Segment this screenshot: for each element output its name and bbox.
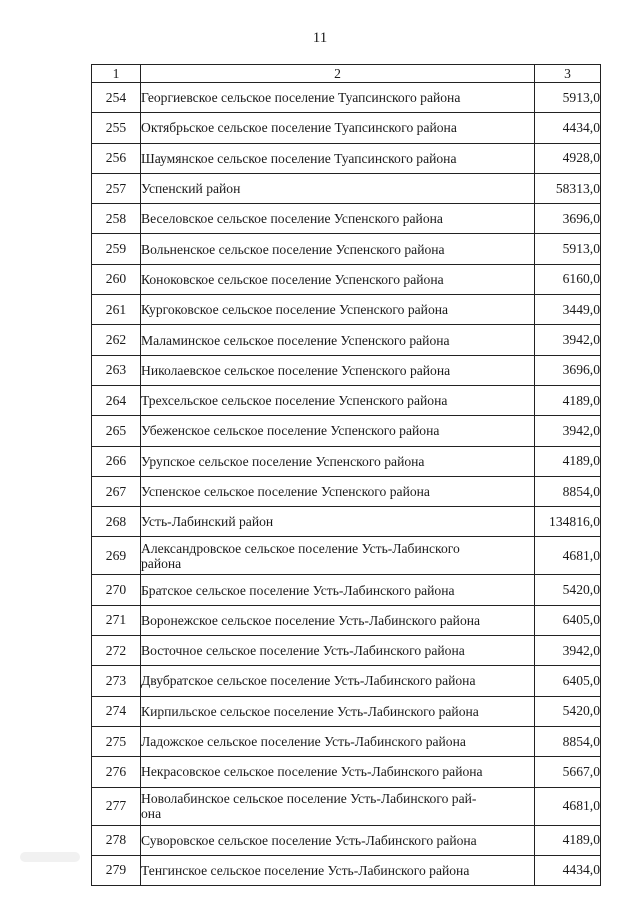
table-row [92,83,601,113]
row-number: 266 [92,446,141,476]
amount-value: 8854,0 [535,476,601,506]
amount-value: 6405,0 [535,666,601,696]
municipality-name: Братское сельское поселение Усть-Лабинского района [141,575,535,605]
table-row [92,355,601,385]
amount-value: 3696,0 [535,204,601,234]
municipality-name: Усть-Лабинский район [141,507,535,537]
amount-value: 4189,0 [535,385,601,415]
municipality-name: Маламинское сельское поселение Успенского района [141,325,535,355]
municipality-name-line: района [141,555,182,571]
row-number: 257 [92,173,141,203]
row-number: 276 [92,757,141,787]
municipality-name-line: она [141,806,162,822]
municipality-name: Веселовское сельское поселение Успенского района [141,204,535,234]
table-row [92,726,601,756]
amount-value: 3942,0 [535,636,601,666]
municipality-name: Некрасовское сельское поселение Усть-Лабинского района [141,757,535,787]
row-number: 258 [92,204,141,234]
municipality-name: Октябрьское сельское поселение Туапсинского района [141,113,535,143]
municipality-name: Восточное сельское поселение Усть-Лабинского района [141,636,535,666]
row-number: 255 [92,113,141,143]
municipality-name [141,537,535,575]
municipality-name-line: Новолабинское сельское поселение Усть-Лабинского рай- [141,791,477,807]
amount-value: 5913,0 [535,83,601,113]
amount-value: 8854,0 [535,726,601,756]
municipality-name: Урупское сельское поселение Успенского района [141,446,535,476]
table-row [92,476,601,506]
amount-value: 4434,0 [535,113,601,143]
amount-value: 5913,0 [535,234,601,264]
row-number: 270 [92,575,141,605]
municipality-name: Кургоковское сельское поселение Успенского района [141,295,535,325]
scan-smudge [20,852,80,862]
amount-value: 3942,0 [535,416,601,446]
amount-value: 6160,0 [535,264,601,294]
table-row [92,507,601,537]
amount-value: 4681,0 [535,787,601,825]
table-body [92,83,601,886]
table-row [92,855,601,885]
municipality-name: Трехсельское сельское поселение Успенского района [141,385,535,415]
table-row [92,575,601,605]
row-number: 259 [92,234,141,264]
column-header-number: 1 [92,65,141,83]
table-row [92,204,601,234]
row-number: 273 [92,666,141,696]
table-row [92,264,601,294]
column-header-value: 3 [535,65,601,83]
table-row [92,234,601,264]
row-number: 278 [92,825,141,855]
table-row [92,825,601,855]
municipality-name: Тенгинское сельское поселение Усть-Лабинского района [141,855,535,885]
amount-value: 6405,0 [535,605,601,635]
table-row [92,757,601,787]
row-number: 263 [92,355,141,385]
table-row [92,787,601,825]
municipality-name [141,787,535,825]
row-number: 269 [92,537,141,575]
table-row [92,295,601,325]
table-header-row [92,65,601,83]
municipality-name-line: Александровское сельское поселение Усть-Лабинского [141,540,460,556]
municipality-name: Двубратское сельское поселение Усть-Лабинского района [141,666,535,696]
amount-value: 4681,0 [535,537,601,575]
table-row [92,605,601,635]
table-row [92,696,601,726]
row-number: 275 [92,726,141,756]
row-number: 271 [92,605,141,635]
row-number: 274 [92,696,141,726]
row-number: 254 [92,83,141,113]
row-number: 277 [92,787,141,825]
row-number: 264 [92,385,141,415]
table-row [92,666,601,696]
row-number: 279 [92,855,141,885]
municipality-name: Ладожское сельское поселение Усть-Лабинского района [141,726,535,756]
budget-table [91,64,601,886]
row-number: 268 [92,507,141,537]
row-number: 260 [92,264,141,294]
municipality-name: Успенский район [141,173,535,203]
municipality-name: Успенское сельское поселение Успенского района [141,476,535,506]
table-row [92,537,601,575]
amount-value: 4434,0 [535,855,601,885]
municipality-name: Георгиевское сельское поселение Туапсинского района [141,83,535,113]
row-number: 267 [92,476,141,506]
page-number: 11 [312,30,328,46]
municipality-name: Коноковское сельское поселение Успенского района [141,264,535,294]
amount-value: 58313,0 [535,173,601,203]
row-number: 261 [92,295,141,325]
municipality-name: Кирпильское сельское поселение Усть-Лабинского района [141,696,535,726]
table-row [92,446,601,476]
table-row [92,385,601,415]
table-row [92,143,601,173]
municipality-name: Вольненское сельское поселение Успенского района [141,234,535,264]
amount-value: 134816,0 [535,507,601,537]
table-row [92,636,601,666]
municipality-name: Убеженское сельское поселение Успенского района [141,416,535,446]
amount-value: 3942,0 [535,325,601,355]
amount-value: 5420,0 [535,575,601,605]
row-number: 262 [92,325,141,355]
municipality-name: Николаевское сельское поселение Успенского района [141,355,535,385]
amount-value: 5420,0 [535,696,601,726]
amount-value: 4189,0 [535,825,601,855]
table-row [92,416,601,446]
amount-value: 5667,0 [535,757,601,787]
table-row [92,113,601,143]
row-number: 265 [92,416,141,446]
amount-value: 3449,0 [535,295,601,325]
amount-value: 4189,0 [535,446,601,476]
row-number: 272 [92,636,141,666]
column-header-name: 2 [141,65,535,83]
municipality-name: Воронежское сельское поселение Усть-Лабинского района [141,605,535,635]
table-row [92,173,601,203]
municipality-name: Суворовское сельское поселение Усть-Лабинского района [141,825,535,855]
amount-value: 3696,0 [535,355,601,385]
row-number: 256 [92,143,141,173]
table-row [92,325,601,355]
municipality-name: Шаумянское сельское поселение Туапсинского района [141,143,535,173]
amount-value: 4928,0 [535,143,601,173]
